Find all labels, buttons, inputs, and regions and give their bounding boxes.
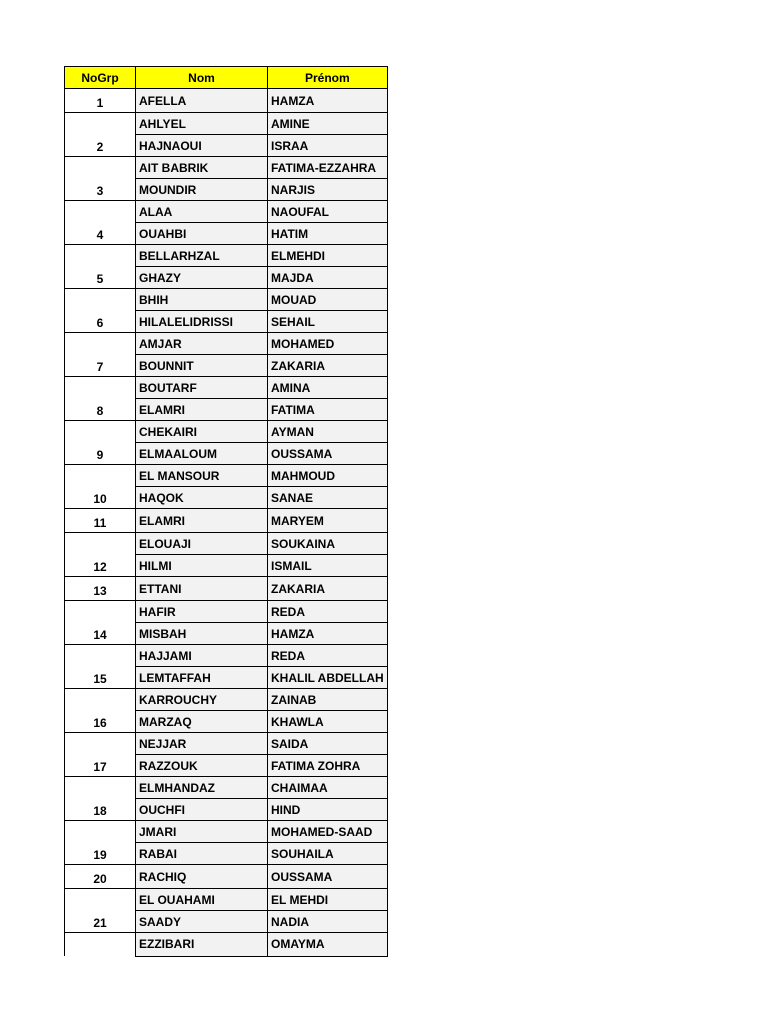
prenom-cell[interactable]: ZAKARIA — [268, 355, 388, 377]
nom-cell[interactable]: HILMI — [136, 555, 268, 577]
nom-cell[interactable]: MOUNDIR — [136, 179, 268, 201]
table-row — [65, 689, 388, 711]
table-row — [65, 201, 388, 223]
prenom-cell[interactable]: MAJDA — [268, 267, 388, 289]
prenom-cell[interactable]: HAMZA — [268, 89, 388, 113]
prenom-cell[interactable]: NARJIS — [268, 179, 388, 201]
group-number-cell[interactable]: 8 — [65, 377, 136, 421]
prenom-cell[interactable]: FATIMA — [268, 399, 388, 421]
prenom-cell[interactable]: ZAKARIA — [268, 577, 388, 601]
prenom-cell[interactable]: AMINA — [268, 377, 388, 399]
prenom-cell[interactable]: FATIMA-EZZAHRA — [268, 157, 388, 179]
nom-cell[interactable]: AFELLA — [136, 89, 268, 113]
table-row — [65, 601, 388, 623]
table-row — [65, 509, 388, 533]
nom-cell[interactable]: HAQOK — [136, 487, 268, 509]
nom-cell[interactable]: HAJNAOUI — [136, 135, 268, 157]
prenom-cell[interactable]: ISMAIL — [268, 555, 388, 577]
prenom-cell[interactable]: OUSSAMA — [268, 865, 388, 889]
nom-cell[interactable]: HAJJAMI — [136, 645, 268, 667]
group-number-cell[interactable]: 3 — [65, 157, 136, 201]
prenom-cell[interactable]: ELMEHDI — [268, 245, 388, 267]
prenom-cell[interactable]: MARYEM — [268, 509, 388, 533]
nom-cell[interactable]: ELAMRI — [136, 509, 268, 533]
prenom-cell[interactable]: OUSSAMA — [268, 443, 388, 465]
table-row — [65, 465, 388, 487]
group-number-cell[interactable]: 12 — [65, 533, 136, 577]
nom-cell[interactable]: AHLYEL — [136, 113, 268, 135]
table-row — [65, 421, 388, 443]
prenom-cell[interactable]: AYMAN — [268, 421, 388, 443]
prenom-cell[interactable]: MAHMOUD — [268, 465, 388, 487]
group-number-cell[interactable]: 7 — [65, 333, 136, 377]
nom-cell[interactable]: JMARI — [136, 821, 268, 843]
nom-cell[interactable]: AIT BABRIK — [136, 157, 268, 179]
table-row — [65, 777, 388, 799]
header-row — [65, 67, 388, 89]
nom-cell[interactable]: BELLARHZAL — [136, 245, 268, 267]
table-row — [65, 889, 388, 911]
group-number-cell[interactable]: 10 — [65, 465, 136, 509]
group-number-cell[interactable]: 18 — [65, 777, 136, 821]
nom-cell[interactable]: ELMHANDAZ — [136, 777, 268, 799]
nom-cell[interactable]: EL MANSOUR — [136, 465, 268, 487]
table-row — [65, 377, 388, 399]
nom-cell[interactable]: BHIH — [136, 289, 268, 311]
group-number-cell[interactable]: 9 — [65, 421, 136, 465]
nom-cell[interactable]: EZZIBARI — [136, 933, 268, 957]
nom-cell[interactable]: RACHIQ — [136, 865, 268, 889]
nom-cell[interactable]: BOUTARF — [136, 377, 268, 399]
group-number-cell[interactable]: 1 — [65, 89, 136, 113]
nom-cell[interactable]: CHEKAIRI — [136, 421, 268, 443]
nom-cell[interactable]: ELAMRI — [136, 399, 268, 421]
prenom-cell[interactable]: EL MEHDI — [268, 889, 388, 911]
nom-cell[interactable]: SAADY — [136, 911, 268, 933]
prenom-cell[interactable]: MOUAD — [268, 289, 388, 311]
group-number-cell[interactable]: 6 — [65, 289, 136, 333]
prenom-cell[interactable]: NAOUFAL — [268, 201, 388, 223]
table-row — [65, 89, 388, 113]
group-table — [64, 66, 388, 957]
group-number-cell[interactable]: 5 — [65, 245, 136, 289]
nom-cell[interactable]: BOUNNIT — [136, 355, 268, 377]
prenom-cell[interactable]: REDA — [268, 645, 388, 667]
group-number-cell[interactable]: 15 — [65, 645, 136, 689]
prenom-cell[interactable]: OMAYMA — [268, 933, 388, 957]
group-number-cell[interactable]: 16 — [65, 689, 136, 733]
nom-cell[interactable]: EL OUAHAMI — [136, 889, 268, 911]
prenom-cell[interactable]: ISRAA — [268, 135, 388, 157]
group-number-cell[interactable]: 17 — [65, 733, 136, 777]
header-nogrp: NoGrp — [65, 67, 136, 89]
table-row — [65, 733, 388, 755]
group-number-cell[interactable]: 4 — [65, 201, 136, 245]
prenom-cell[interactable]: MOHAMED-SAAD — [268, 821, 388, 843]
nom-cell[interactable]: MARZAQ — [136, 711, 268, 733]
nom-cell[interactable]: KARROUCHY — [136, 689, 268, 711]
table-row — [65, 821, 388, 843]
group-number-cell[interactable]: 13 — [65, 577, 136, 601]
prenom-cell[interactable]: SANAE — [268, 487, 388, 509]
table-row — [65, 577, 388, 601]
nom-cell[interactable]: HAFIR — [136, 601, 268, 623]
nom-cell[interactable]: ELOUAJI — [136, 533, 268, 555]
header-nom: Nom — [136, 67, 268, 89]
nom-cell[interactable]: RAZZOUK — [136, 755, 268, 777]
prenom-cell[interactable]: MOHAMED — [268, 333, 388, 355]
nom-cell[interactable]: OUCHFI — [136, 799, 268, 821]
prenom-cell[interactable]: HAMZA — [268, 623, 388, 645]
group-number-cell[interactable] — [65, 933, 136, 957]
table-row — [65, 333, 388, 355]
nom-cell[interactable]: GHAZY — [136, 267, 268, 289]
prenom-cell[interactable]: FATIMA ZOHRA — [268, 755, 388, 777]
prenom-cell[interactable]: KHALIL ABDELLAH — [268, 667, 388, 689]
table-row — [65, 533, 388, 555]
group-number-cell[interactable]: 11 — [65, 509, 136, 533]
prenom-cell[interactable]: SEHAIL — [268, 311, 388, 333]
prenom-cell[interactable]: HIND — [268, 799, 388, 821]
nom-cell[interactable]: RABAI — [136, 843, 268, 865]
group-number-cell[interactable]: 2 — [65, 113, 136, 157]
table-row — [65, 289, 388, 311]
prenom-cell[interactable]: CHAIMAA — [268, 777, 388, 799]
prenom-cell[interactable]: KHAWLA — [268, 711, 388, 733]
prenom-cell[interactable]: SAIDA — [268, 733, 388, 755]
table-row — [65, 865, 388, 889]
spreadsheet-page — [64, 66, 388, 957]
group-number-cell[interactable]: 20 — [65, 865, 136, 889]
nom-cell[interactable]: ALAA — [136, 201, 268, 223]
table-row — [65, 113, 388, 135]
table-row — [65, 933, 388, 957]
nom-cell[interactable]: ELMAALOUM — [136, 443, 268, 465]
prenom-cell[interactable]: AMINE — [268, 113, 388, 135]
table-row — [65, 645, 388, 667]
prenom-cell[interactable]: REDA — [268, 601, 388, 623]
table-body — [65, 89, 388, 957]
group-number-cell[interactable]: 19 — [65, 821, 136, 865]
nom-cell[interactable]: HILALELIDRISSI — [136, 311, 268, 333]
header-prenom: Prénom — [268, 67, 388, 89]
prenom-cell[interactable]: SOUKAINA — [268, 533, 388, 555]
nom-cell[interactable]: NEJJAR — [136, 733, 268, 755]
nom-cell[interactable]: MISBAH — [136, 623, 268, 645]
group-number-cell[interactable]: 14 — [65, 601, 136, 645]
prenom-cell[interactable]: ZAINAB — [268, 689, 388, 711]
prenom-cell[interactable]: NADIA — [268, 911, 388, 933]
nom-cell[interactable]: OUAHBI — [136, 223, 268, 245]
prenom-cell[interactable]: HATIM — [268, 223, 388, 245]
nom-cell[interactable]: AMJAR — [136, 333, 268, 355]
table-row — [65, 245, 388, 267]
table-row — [65, 157, 388, 179]
nom-cell[interactable]: ETTANI — [136, 577, 268, 601]
group-number-cell[interactable]: 21 — [65, 889, 136, 933]
prenom-cell[interactable]: SOUHAILA — [268, 843, 388, 865]
nom-cell[interactable]: LEMTAFFAH — [136, 667, 268, 689]
